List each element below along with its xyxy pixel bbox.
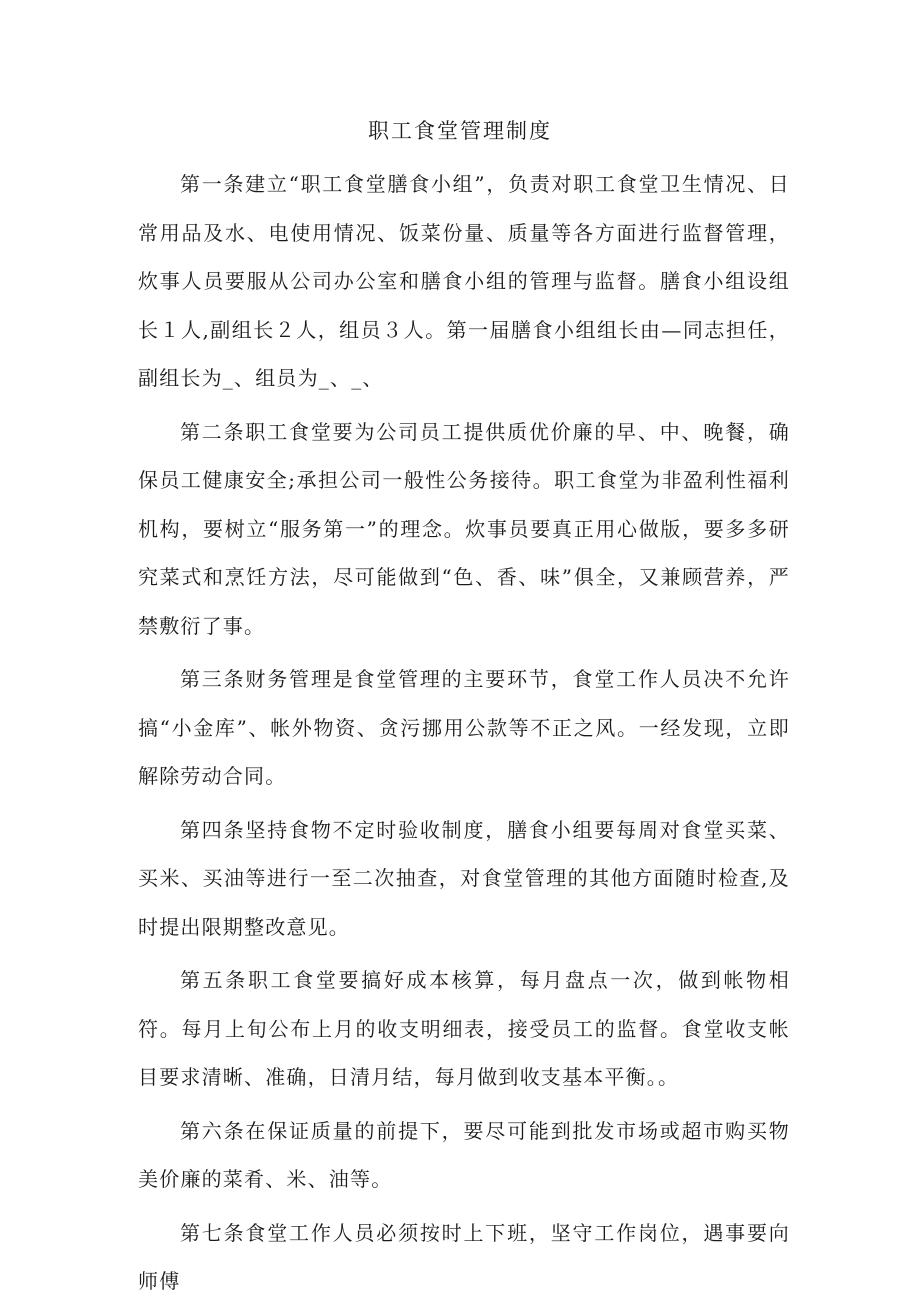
article-4-paragraph: 第四条坚持食物不定时验收制度，膳食小组要每周对食堂买菜、买米、买油等进行一至二次抽查，对食堂管理的其他方面随时检查,及时提出限期整改意见。 [138, 817, 790, 939]
article-5-paragraph: 第五条职工食堂要搞好成本核算，每月盘点一次，做到帐物相符。每月上旬公布上月的收支明细表，接受员工的监督。食堂收支帐目要求清晰、准确，日清月结，每月做到收支基本平衡。。 [138, 968, 790, 1089]
article-2-paragraph: 第二条职工食堂要为公司员工提供质优价廉的早、中、晚餐，确保员工健康安全;承担公司一般性公务接待。职工食堂为非盈利性福利机构，要树立“服务第一”的理念。炊事员要真正用心做版，要多多研究菜式和烹饪方法，尽可能做到“色、香、味”俱全，又兼顾营养，严禁敷衍了事。 [138, 419, 790, 638]
article-3-paragraph: 第三条财务管理是食堂管理的主要环节，食堂工作人员决不允许搞“小金库”、帐外物资、贪污挪用公款等不正之风。一经发现，立即解除劳动合同。 [138, 667, 790, 788]
article-6-paragraph: 第六条在保证质量的前提下，要尽可能到批发市场或超市购买物美价廉的菜肴、米、油等。 [138, 1118, 790, 1191]
article-1-paragraph: 第一条建立“职工食堂膳食小组”，负责对职工食堂卫生情况、日常用品及水、电使用情况、饭菜份量、质量等各方面进行监督管理，炊事人员要服从公司办公室和膳食小组的管理与监督。膳食小组设组长１人,副组长２人，组员３人。第一届膳食小组组长由—同志担任，副组长为_、组员为_、_、 [138, 172, 790, 390]
document-title: 职工食堂管理制度 [368, 119, 552, 143]
article-7-paragraph: 第七条食堂工作人员必须按时上下班，坚守工作岗位，遇事要向师傅 [138, 1220, 790, 1293]
document-body [138, 160, 790, 1311]
